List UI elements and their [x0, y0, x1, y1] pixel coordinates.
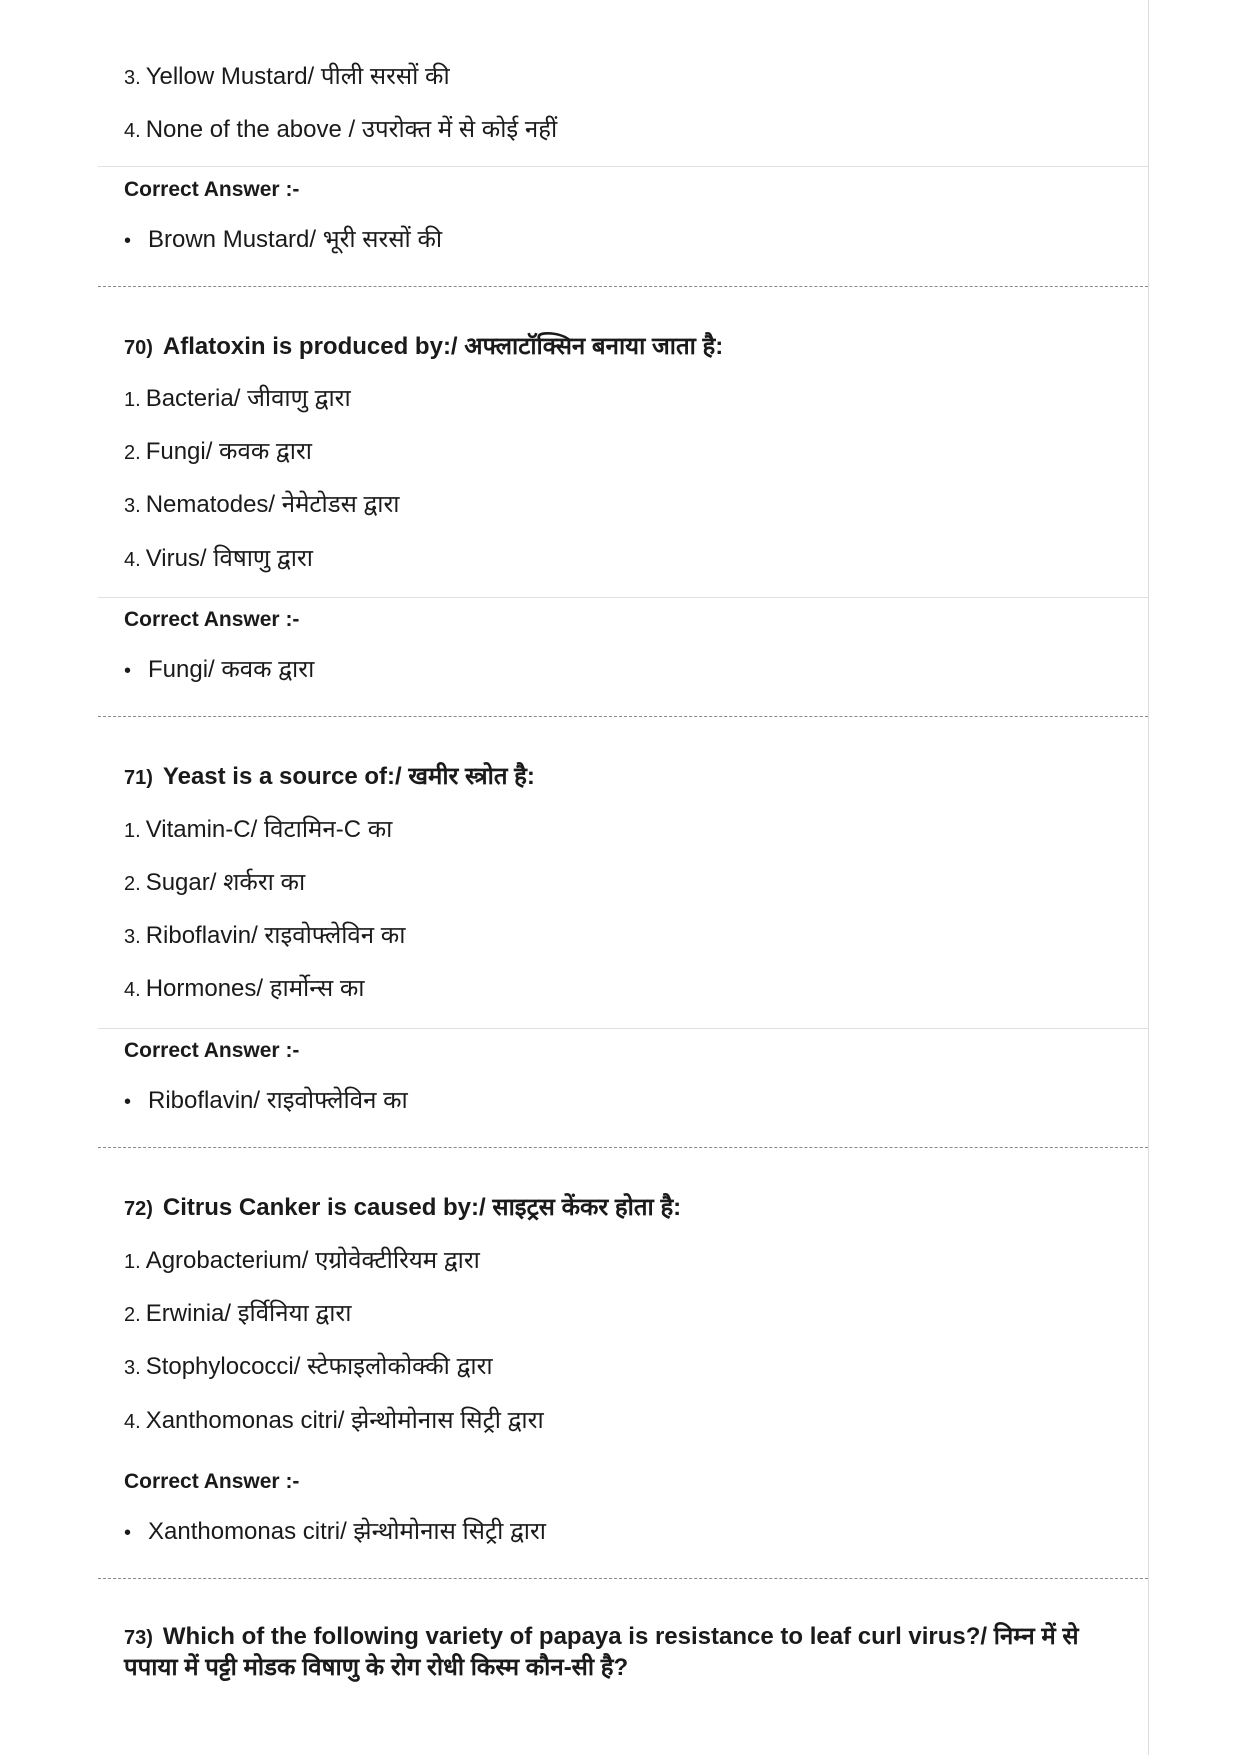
correct-answer: • Brown Mustard/ भूरी सरसों की [124, 225, 442, 256]
correct-answer-label: Correct Answer :- [124, 178, 300, 201]
question-text: 73) Which of the following variety of papaya is resistance to leaf curl virus?/ निम्न में से पपाया में पट्टी मोडक विषाणु के रोग रोधी किस्म कौन-सी है? [124, 1623, 1079, 1681]
question-text: 72) Citrus Canker is caused by:/ साइट्रस केंकर होता है: [124, 1194, 682, 1221]
option-1: 1. Agrobacterium/ एग्रोवेक्टीरियम द्वारा [124, 1247, 480, 1274]
correct-answer-label: Correct Answer :- [124, 608, 300, 631]
option-2: 2. Erwinia/ इर्विनिया द्वारा [124, 1300, 352, 1327]
option-4: 4. Virus/ विषाणु द्वारा [124, 545, 313, 572]
option-1: 1. Bacteria/ जीवाणु द्वारा [124, 385, 351, 412]
bullet-icon: • [124, 230, 132, 252]
option-4: 4. Xanthomonas citri/ झेन्थोमोनास सिट्री द्वारा [124, 1407, 544, 1434]
option-2: 2. Sugar/ शर्करा का [124, 869, 306, 896]
correct-answer: • Xanthomonas citri/ झेन्थोमोनास सिट्री द्वारा [124, 1517, 546, 1548]
question-text: 71) Yeast is a source of:/ खमीर स्त्रोत है: [124, 763, 535, 790]
divider [98, 1028, 1148, 1029]
correct-answer-label: Correct Answer :- [124, 1039, 300, 1062]
option-1: 1. Vitamin-C/ विटामिन-C का [124, 816, 393, 843]
bullet-icon: • [124, 1522, 132, 1544]
bullet-icon: • [124, 660, 132, 682]
option-3: 3. Stophylococci/ स्टेफाइलोकोक्की द्वारा [124, 1353, 493, 1380]
correct-answer: • Riboflavin/ राइवोफ्लेविन का [124, 1086, 408, 1117]
question-separator [98, 716, 1148, 717]
option-3: 3. Nematodes/ नेमेटोडस द्वारा [124, 491, 400, 518]
option-3: 3. Yellow Mustard/ पीली सरसों की [124, 63, 450, 90]
correct-answer: • Fungi/ कवक द्वारा [124, 655, 314, 686]
option-4: 4. None of the above / उपरोक्त में से कोई नहीं [124, 116, 558, 143]
question-paper-page [98, 0, 1149, 1755]
option-3: 3. Riboflavin/ राइवोफ्लेविन का [124, 922, 406, 949]
question-text: 70) Aflatoxin is produced by:/ अफ्लाटॉक्सिन बनाया जाता है: [124, 333, 724, 360]
divider [98, 597, 1148, 598]
option-4: 4. Hormones/ हार्मोन्स का [124, 975, 365, 1002]
question-separator [98, 1147, 1148, 1148]
divider [98, 166, 1148, 167]
bullet-icon: • [124, 1091, 132, 1113]
correct-answer-label: Correct Answer :- [124, 1470, 300, 1493]
question-separator [98, 1578, 1148, 1579]
question-separator [98, 286, 1148, 287]
option-2: 2. Fungi/ कवक द्वारा [124, 438, 312, 465]
